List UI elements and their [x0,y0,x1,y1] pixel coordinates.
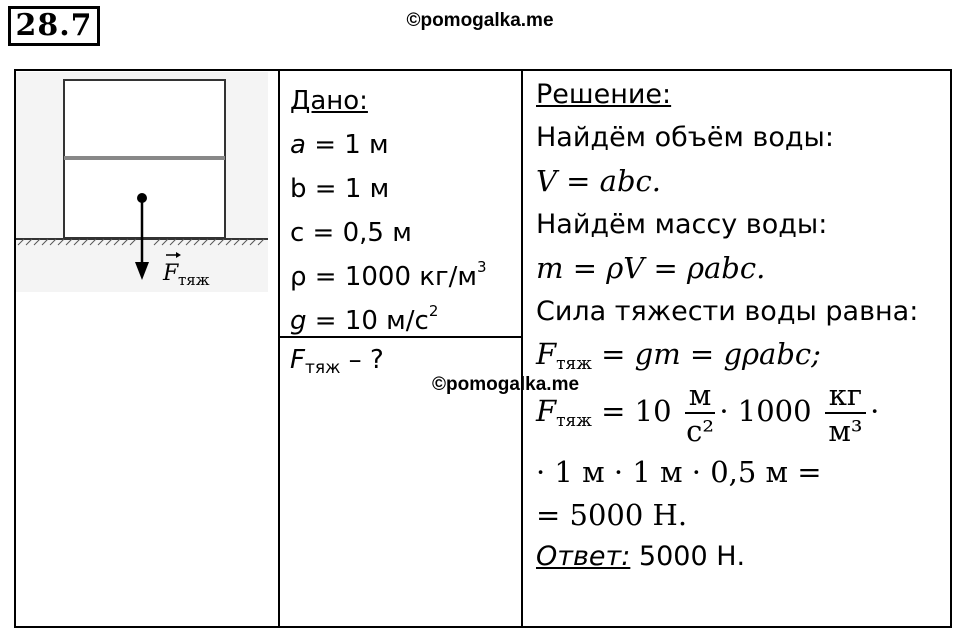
solution-line-volume-text: Найдём объём воды: [536,122,834,153]
force-label: F [163,261,179,286]
column-divider-1 [278,69,280,628]
answer-line [536,541,745,572]
solution-line-result: = 5000 Н. [536,498,688,532]
answer-label: Ответ: [536,541,631,572]
solution-line-mass-formula: m = ρV = ρabc. [536,251,766,285]
given-a: a = 1 м [290,130,389,160]
given-c: c = 0,5 м [290,218,412,248]
solution-line-substitution: $F_{тяж} = 10$ $\frac{м}{\text{с²}}$ · 1000 $\frac{кг}{\text{м³}}$ · [536,378,880,448]
fraction-kg-per-m3: $\frac{кг}{\text{м³}}$ [825,378,866,448]
given-title: Дано: [290,86,368,116]
solution-line-gravity-text: Сила тяжести воды равна: [536,296,919,327]
tank-figure [16,72,268,292]
answer-value: 5000 Н. [630,541,746,572]
find-quantity: $F_{тяж}$ – ? [290,345,384,378]
solution-line-product: · 1 м · 1 м · 0,5 м = [536,455,822,489]
solution-line-volume-formula: V = abc. [536,164,661,198]
solution-title: Решение: [536,79,672,110]
fraction-m-per-s2: $\frac{м}{\text{с²}}$ [686,378,714,448]
watermark-middle: ©pomogalka.me [432,374,580,395]
tank-diagram [16,72,268,292]
problem-number: 28.7 [8,6,100,46]
given-b: b = 1 м [290,174,390,204]
force-subscript: тяж [178,271,210,289]
solution-line-mass-text: Найдём массу воды: [536,209,828,240]
given-rho: ρ = 1000 $кг/м^3$ [290,258,487,292]
solution-line-gravity-formula: $F_{тяж}$ = gm = gρabc; [536,337,821,374]
column-divider-2 [521,69,523,628]
watermark-top: ©pomogalka.me [406,10,554,31]
given-section [290,79,520,343]
given-g: g = 10 $м/с^2$ [290,302,439,336]
